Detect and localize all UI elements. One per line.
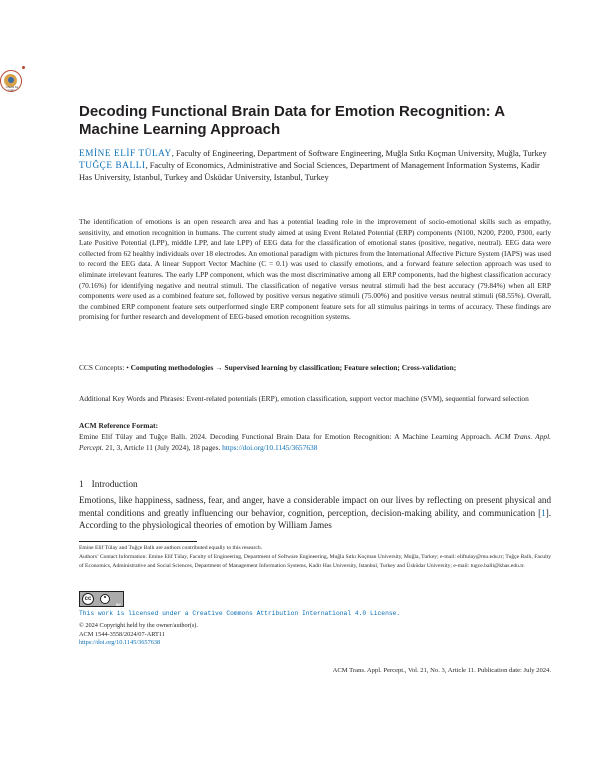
footnote-equal-contribution: Emine Elif Tülay and Tuğçe Ballı are authors contributed equally to this research. bbox=[79, 545, 263, 551]
cc-icon: cc bbox=[82, 593, 94, 605]
author-block bbox=[79, 148, 551, 184]
author-name[interactable]: EMİNE ELİF TÜLAY bbox=[79, 148, 172, 158]
acm-reference-doi-link[interactable]: https://doi.org/10.1145/3657638 bbox=[222, 442, 318, 452]
copyright-block bbox=[79, 622, 198, 648]
intro-text: Emotions, like happiness, sadness, fear, and anger, have a considerable impact on our lives by reflecting on present physical and mental conditions and greatly influencing our behavior, cognition, perception, decision-making ability, and communication [ bbox=[79, 495, 551, 518]
copyright-doi-link[interactable]: https://doi.org/10.1145/3657638 bbox=[79, 639, 161, 647]
author-affiliation: , Faculty of Engineering, Department of Software Engineering, Muğla Sıtkı Koçman University, Muğla, Turkey bbox=[171, 149, 547, 158]
badge-text: Check for updates bbox=[5, 85, 19, 92]
acm-reference bbox=[79, 432, 551, 453]
author-affiliation: , Faculty of Economics, Administrative and Social Sciences, Department of Management Information Systems, Kadir Has University, Istanbul, Turkey and Üsküdar University, Istanbul, Turkey bbox=[79, 161, 540, 182]
author-name[interactable]: TUĞÇE BALLI bbox=[79, 160, 146, 170]
attribution-person-icon bbox=[100, 594, 110, 604]
cc-by-badge[interactable] bbox=[79, 591, 124, 607]
acm-reference-text: Emine Elif Tülay and Tuğçe Ballı. 2024. Decoding Functional Brain Data for Emotion Recognition: A Machine Learning Approach. bbox=[79, 432, 495, 441]
intro-paragraph bbox=[79, 494, 551, 532]
acm-id-line: ACM 1544-3558/2024/07-ART11 bbox=[79, 630, 165, 638]
check-for-updates-badge[interactable] bbox=[0, 70, 22, 92]
keywords: Additional Key Words and Phrases: Event-related potentials (ERP), emotion classification, support vector machine (SVM), sequential forward selection bbox=[79, 394, 529, 403]
badge-dot-icon bbox=[8, 77, 14, 83]
section-number: 1 bbox=[79, 480, 84, 490]
copyright-line: © 2024 Copyright held by the owner/author(s). bbox=[79, 622, 198, 629]
license-link[interactable]: This work is licensed under a Creative Commons Attribution International 4.0 License. bbox=[79, 610, 401, 617]
intro-text-cont: ]. According to the physiological theories of emotion by William James bbox=[79, 507, 551, 531]
section-title: Introduction bbox=[91, 480, 138, 490]
abstract: The identification of emotions is an open research area and has a potential leading role in the improvement of socio-emotional skills such as empathy, sensitivity, and emotion recognition in humans. The current study aimed at using Event Related Potential (ERP) components (N100, N200, P200, P300, early Late Positive Potential (LPP), middle LPP, and late LPP) of EEG data for the classification of emotional states (positive, negative, neutral). EEG data were collected from 62 healthy individuals over 18 electrodes. An emotional paradigm with pictures from the International Affective Picture System (IAPS) was used to record the EEG data. A linear Support Vector Machine (C = 0.1) was used to classify emotions, and a forward feature selection approach was used to eliminate irrelevant features. The early LPP component, which was the most discriminative among all ERP components, had the highest classification accuracy (70.16%) for identifying negative and neutral stimuli. The classification of negative versus neutral stimuli had the best accuracy (79.84%) when all ERP components were used as a combined feature set, followed by positive versus negative stimuli (75.00%) and positive versus neutral stimuli (68.55%). Overall, the combined ERP component feature sets outperformed single ERP component feature sets for all stimulus pairings in terms of accuracy. These findings are promising for further research and development of EEG-based emotion recognition systems. bbox=[79, 217, 551, 322]
acm-reference-journal: ACM Trans. Appl. Percept. bbox=[79, 432, 551, 452]
acm-reference-heading: ACM Reference Format: bbox=[79, 421, 159, 430]
author-entry bbox=[79, 160, 551, 183]
section-heading bbox=[79, 480, 146, 490]
footnote-divider bbox=[79, 541, 197, 542]
ccs-concepts bbox=[79, 363, 551, 374]
footnote-contact: Authors’ Contact Information: Emine Elif Tülay, Faculty of Engineering, Department of Software Engineering, Muğla Sıtkı Koçman University, Muğla, Turkey; e-mail: eliftulay@mu.edu.tr; Tuğçe Ballı, Faculty of Economics, Administrative and Social Sciences, Department of Management Information Systems, Kadir Has University, Istanbul, Turkey and Üsküdar University; e-mail: tugce.balli@khas.edu.tr. bbox=[79, 554, 551, 569]
ccs-concepts-list: Computing methodologies → Supervised learning by classification; Feature selection; Cross-validation; bbox=[130, 363, 457, 372]
badge-accent bbox=[22, 66, 25, 69]
paper-title: Decoding Functional Brain Data for Emotion Recognition: A Machine Learning Approach bbox=[79, 103, 505, 138]
author-entry bbox=[79, 148, 551, 160]
citation-link[interactable]: 1 bbox=[541, 507, 546, 518]
page-footer: ACM Trans. Appl. Percept., Vol. 21, No. 3, Article 11. Publication date: July 2024. bbox=[332, 667, 551, 674]
cc-by-label: BY bbox=[116, 603, 121, 607]
acm-reference-details: 21, 3, Article 11 (July 2024), 18 pages. bbox=[103, 442, 223, 452]
ccs-label: CCS Concepts: • bbox=[79, 363, 131, 372]
